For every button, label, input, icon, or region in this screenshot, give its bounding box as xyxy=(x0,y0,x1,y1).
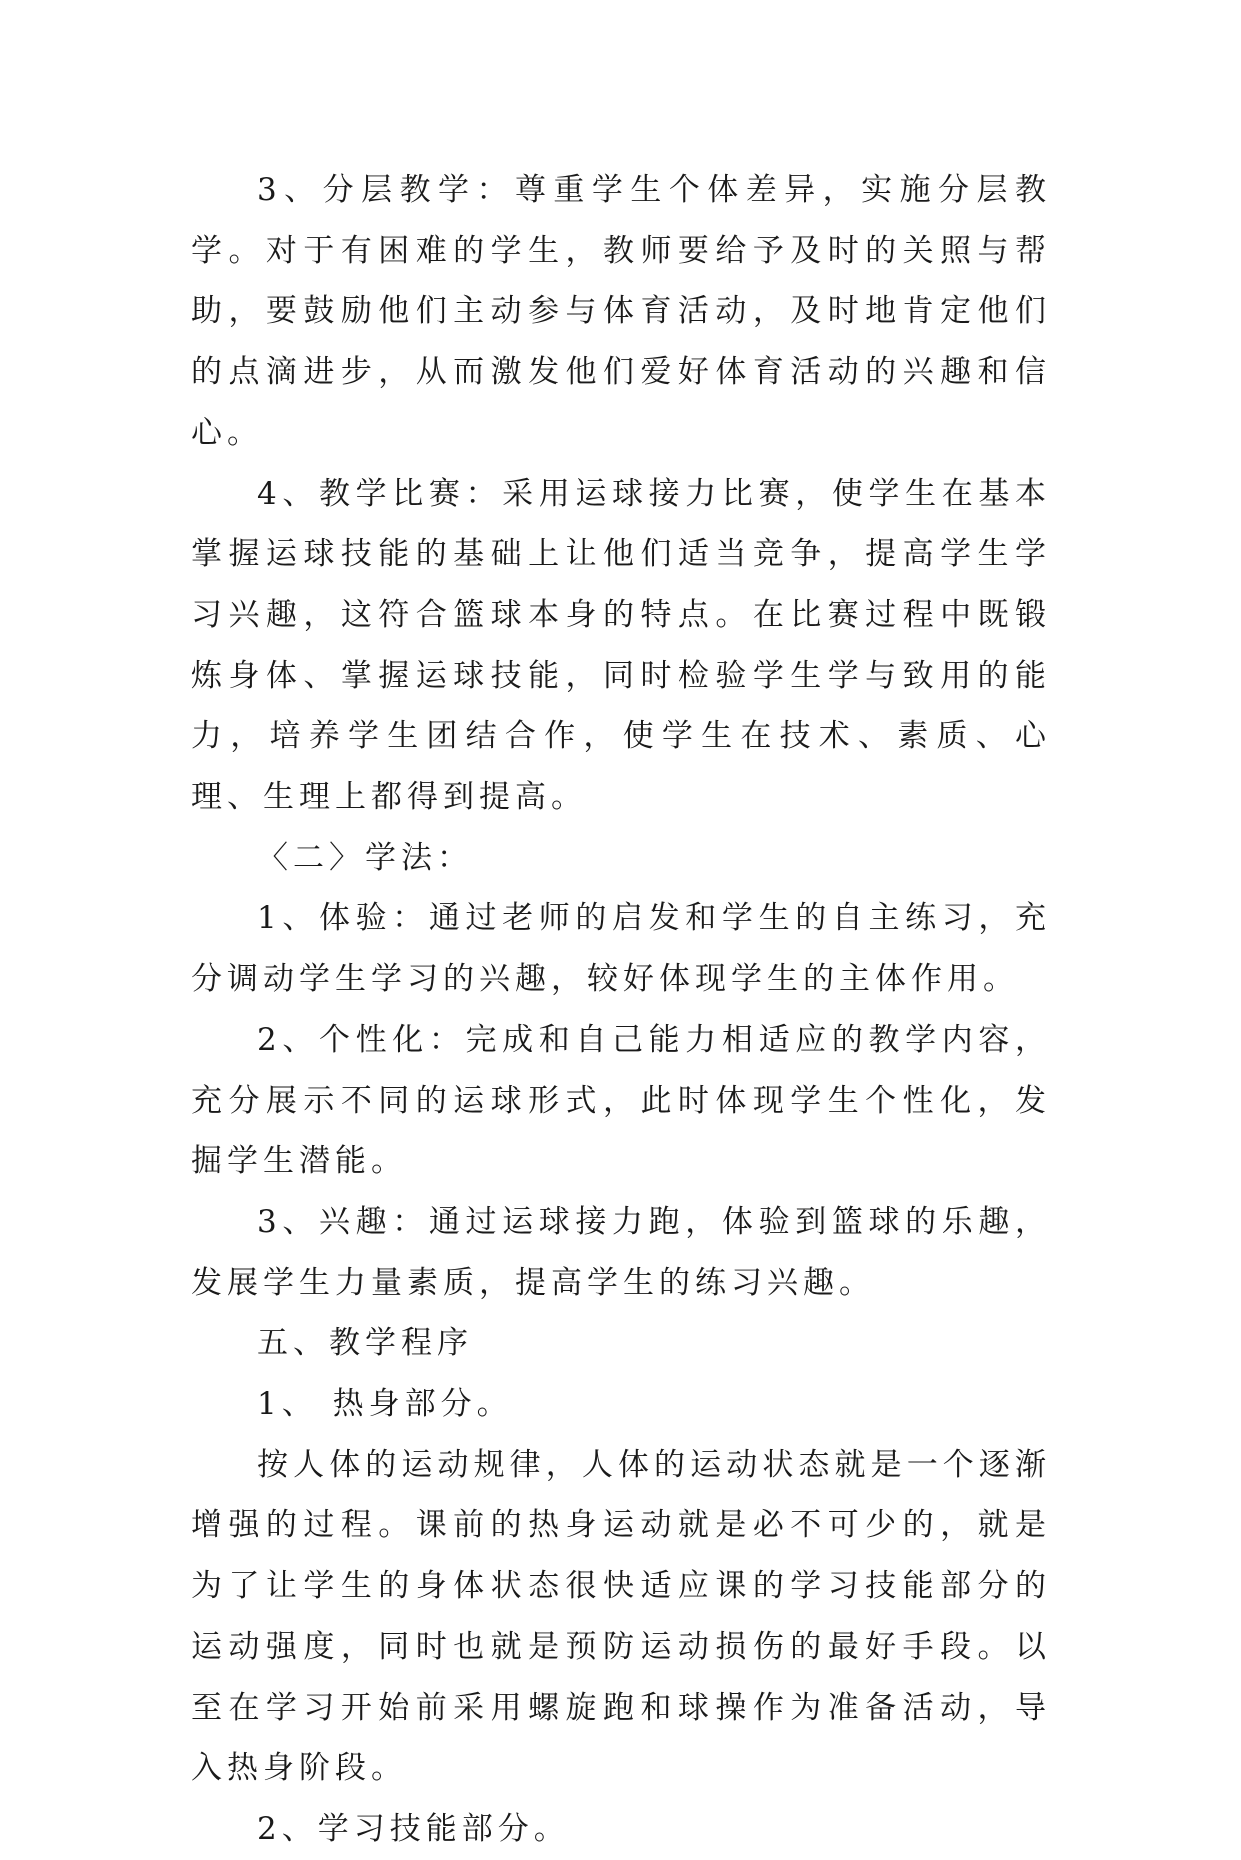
subheading-warm-up: 1、 热身部分。 xyxy=(257,1386,513,1423)
section-heading-teaching-procedure: 五、教学程序 xyxy=(257,1325,473,1362)
paragraph-layered-teaching: 3、分层教学：尊重学生个体差异，实施分层教学。对于有困难的学生，教师要给予及时的关照与帮助，要鼓励他们主动参与体育活动，及时地肯定他们的点滴进步，从而激发他们爱好体育活动的兴趣和信心。 xyxy=(191,172,1051,451)
subheading-skill-learning: 2、学习技能部分。 xyxy=(257,1810,570,1847)
document-body xyxy=(191,160,1051,1860)
paragraph-personalization: 2、个性化：完成和自己能力相适应的教学内容，充分展示不同的运球形式，此时体现学生个性化，发掘学生潜能。 xyxy=(191,1021,1051,1180)
paragraph-experience: 1、体验：通过老师的启发和学生的自主练习，充分调动学生学习的兴趣，较好体现学生的主体作用。 xyxy=(191,900,1051,998)
paragraph-teaching-competition: 4、教学比赛：采用运球接力比赛，使学生在基本掌握运球技能的基础上让他们适当竞争，提高学生学习兴趣，这符合篮球本身的特点。在比赛过程中既锻炼身体、掌握运球技能，同时检验学生学与致用的能力，培养学生团结合作，使学生在技术、素质、心理、生理上都得到提高。 xyxy=(191,475,1051,816)
paragraph-interest: 3、兴趣：通过运球接力跑，体验到篮球的乐趣，发展学生力量素质，提高学生的练习兴趣。 xyxy=(191,1203,1051,1301)
paragraph-warm-up-details: 按人体的运动规律，人体的运动状态就是一个逐渐增强的过程。课前的热身运动就是必不可少的，就是为了让学生的身体状态很快适应课的学习技能部分的运动强度，同时也就是预防运动损伤的最好手段。以至在学习开始前采用螺旋跑和球操作为准备活动，导入热身阶段。 xyxy=(191,1446,1051,1787)
section-heading-learning-method: 〈二〉学法： xyxy=(257,839,473,876)
